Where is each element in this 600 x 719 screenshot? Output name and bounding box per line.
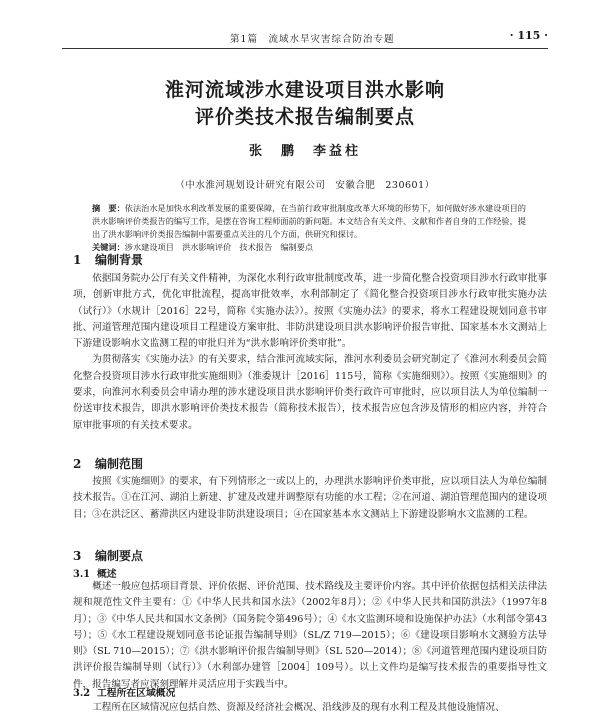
paragraph: 概述一般应包括项目背景、评价依据、评价范围、技术路线及主要评价内容。其中评价依据包括相关法律法规和规范性文件主要有：①《中华人民共和国水法》（2002年8月）；②《中华人民共和国防洪法》（1997年8月）；③《中华人民共和国水文条例》（国务院令第496号）；④《水文监测环境和设施保护办法》（水利部令第43号）；⑤《水工程建设规划同意书论证报告编制导则》（SL/Z 719—2015）；⑥《建设项目影响水文测验方法导则》（SL 710—2015）；⑦《洪水影响评价报告编制导则》（SL 520—2014）；⑧《河道管理范围内建设项目防洪评价报告编制导则（试行）》（水利部办建管［2004］109号）。以上文件均是编写技术报告的重要指导性文件，报告编写者应深刻理解并灵活应用于实践当中。: [73, 581, 547, 690]
section-1-body: [73, 271, 547, 434]
paragraph: 为贯彻落实《实施办法》的有关要求，结合淮河流域实际，淮河水利委员会研究制定了《淮河水利委员会简化整合投资项目涉水行政审批实施细则》（淮委规计［2016］115号，简称《实施细则》）。按照《实施细则》的要求，向淮河水利委员会申请办理的涉水建设项目洪水影响评价类行政许可审批时，应以项目法人为单位编制一份送审技术报告，即洪水影响评价类技术报告（简称技术报告），技术报告应包含涉及情形的相应内容，并符合原审批事项的有关技术要求。: [73, 354, 547, 431]
abstract: [92, 202, 530, 254]
section-number: 1: [73, 253, 82, 267]
section-number: 3: [73, 549, 82, 563]
title-line-2: 评价类技术报告编制要点: [194, 106, 415, 128]
section-title: 编制背景: [95, 253, 144, 267]
keywords: [92, 241, 530, 254]
running-header: [62, 24, 548, 49]
section-title: 编制要点: [95, 549, 144, 563]
paragraph: 依据国务院办公厅有关文件精神，为深化水利行政审批制度改革，进一步简化整合投资项目涉水行政审批事项，创新审批方式，优化审批流程，提高审批效率，水利部制定了《简化整合投资项目涉水行政审批实施办法（试行）》（水规计［2016］22号，简称《实施办法》）。按照《实施办法》的要求，将水工程建设规划同意书审批、河道管理范围内建设项目工程建设方案审批、非防洪建设项目洪水影响评价报告审批、国家基本水文测站上下游建设影响水文监测工程的审批归并为“洪水影响评价类审批”。: [73, 273, 547, 350]
subsection-heading-3-2: [73, 685, 175, 699]
section-number: 2: [73, 457, 82, 471]
subsection-title: 工程所在区域概况: [97, 688, 176, 699]
section-heading-3: [73, 547, 143, 564]
abstract-body: [92, 202, 530, 241]
section-heading-2: [73, 455, 143, 472]
abstract-label: 摘 要：: [92, 203, 125, 213]
paragraph: 工程所在区域情况应包括自然、资源及经济社会概况、沿线涉及的现有水利工程及其他设施情况、: [92, 702, 505, 713]
affiliation: （中水淮河规划设计研究有限公司 安徽合肥 230601）: [175, 180, 435, 191]
section-3-2-body: [73, 700, 547, 716]
authors: 张 鹏 李益柱: [248, 144, 361, 159]
paragraph: 按照《实施细则》的要求，有下列情形之一或以上的，办理洪水影响评价类审批，应以项目法人为单位编制技术报告。①在江河、湖泊上新建、扩建及改建并调整原有功能的水工程；②在河道、湖泊管理范围内的建设项目；③在洪泛区、蓄滞洪区内建设非防洪建设项目；④在国家基本水文测站上下游建设影响水文监测的工程。: [73, 476, 547, 520]
running-title: 第1篇 流域水旱灾害综合防治专题: [230, 34, 395, 45]
subsection-title: 概述: [97, 569, 117, 580]
keywords-label: 关键词：: [92, 242, 125, 252]
subsection-number: 3.1: [73, 569, 91, 580]
page-number: · 115 ·: [509, 29, 548, 42]
section-3-1-body: [73, 579, 547, 693]
subsection-number: 3.2: [73, 688, 91, 699]
section-2-body: [73, 474, 547, 523]
abstract-text: 依法治水是加快水利改革发展的重要保障，在当前行政审批制度改革大环境的形势下，如何做好涉水建设项目的洪水影响评价类报告的编写工作，是摆在咨询工程师面前的新问题。本文结合有关文件、文献和作者自身的工作经验，提出了洪水影响评价类报告编制中需要重点关注的几个方面，供研究和探讨。: [92, 203, 526, 239]
section-title: 编制范围: [95, 457, 144, 471]
title-line-1: 淮河流域涉水建设项目洪水影响: [164, 79, 445, 101]
paper-title: [62, 77, 548, 131]
subsection-heading-3-1: [73, 566, 117, 580]
section-heading-1: [73, 251, 143, 268]
keywords-text: 涉水建设项目 洪水影响评价 技术报告 编制要点: [124, 242, 314, 252]
